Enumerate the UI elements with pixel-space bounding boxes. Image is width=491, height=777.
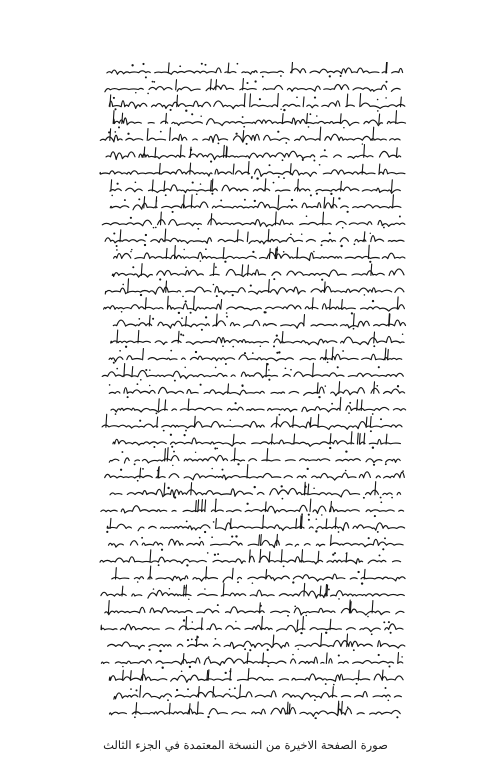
- manuscript-line: [100, 549, 401, 567]
- manuscript-line: [106, 515, 404, 533]
- manuscript-line: [102, 414, 402, 432]
- manuscript-line: [105, 79, 400, 95]
- manuscript-line: [100, 162, 405, 180]
- manuscript-line: [105, 600, 404, 617]
- manuscript-line: [101, 616, 403, 635]
- manuscript-line: [109, 382, 405, 399]
- manuscript-line: [101, 499, 404, 517]
- manuscript-line: [107, 62, 403, 78]
- manuscript-line: [114, 245, 405, 263]
- manuscript-line: [104, 296, 405, 314]
- manuscript-handwriting: [96, 62, 408, 720]
- manuscript-line: [109, 94, 405, 112]
- manuscript-line: [102, 363, 403, 381]
- manuscript-line: [112, 566, 405, 585]
- manuscript-line: [101, 583, 404, 600]
- manuscript-line: [101, 653, 402, 669]
- manuscript-line: [112, 263, 404, 280]
- manuscript-line: [105, 279, 404, 297]
- manuscript-line: [109, 669, 403, 686]
- manuscript-line: [109, 448, 400, 466]
- manuscript-line: [110, 482, 401, 500]
- manuscript-line: [110, 701, 401, 719]
- manuscript-line: [110, 179, 400, 197]
- manuscript-line: [114, 685, 402, 701]
- manuscript-line: [100, 127, 400, 145]
- manuscript-line: [106, 145, 401, 163]
- image-caption: صورة الصفحة الاخيرة من النسخة المعتمدة في الجزء الثالث: [103, 738, 388, 752]
- manuscript-line: [113, 111, 405, 129]
- manuscript-line: [108, 633, 405, 652]
- manuscript-line: [111, 397, 406, 415]
- manuscript-line: [110, 195, 401, 213]
- manuscript-line: [113, 432, 401, 450]
- manuscript-line: [109, 534, 404, 550]
- manuscript-line: [105, 229, 404, 247]
- manuscript-line: [102, 212, 405, 230]
- manuscript-line: [113, 314, 405, 331]
- manuscript-line: [105, 465, 405, 482]
- manuscript-line: [109, 347, 402, 365]
- manuscript-line: [111, 330, 404, 348]
- manuscript-image: [96, 62, 408, 720]
